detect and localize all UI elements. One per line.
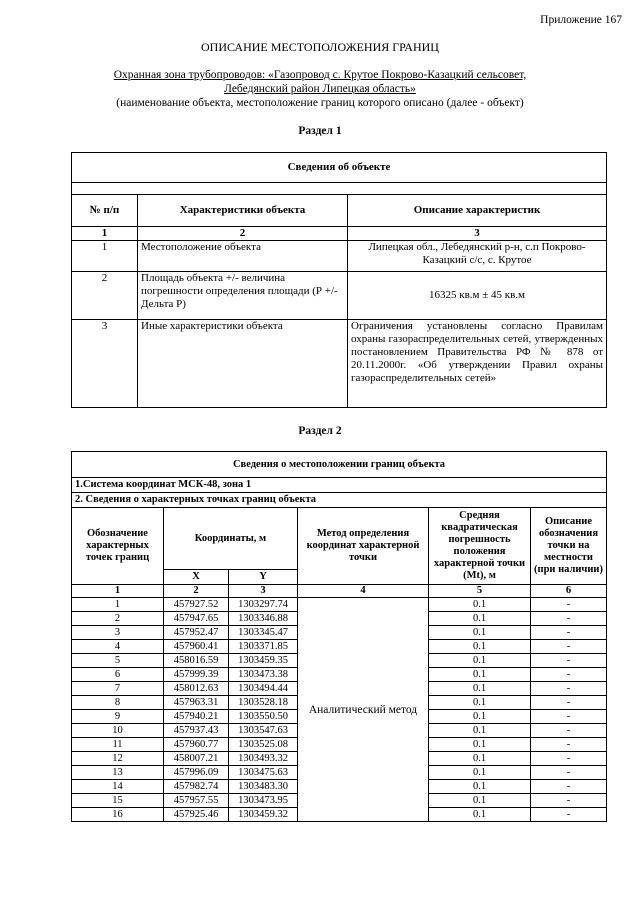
point-x: 457937.43 (164, 724, 229, 738)
point-description: - (531, 738, 607, 752)
point-y: 1303550.50 (229, 710, 298, 724)
col-number: 6 (531, 585, 607, 598)
row-characteristic: Площадь объекта +/- величина погрешности определения площади (Р +/- Дельта Р) (138, 272, 348, 320)
header-num: № п/п (72, 195, 138, 227)
point-x: 457999.39 (164, 668, 229, 682)
point-description: - (531, 724, 607, 738)
point-description: - (531, 682, 607, 696)
point-y: 1303525.08 (229, 738, 298, 752)
point-x: 458016.59 (164, 654, 229, 668)
point-number: 13 (72, 766, 164, 780)
point-x: 457952.47 (164, 626, 229, 640)
point-y: 1303297.74 (229, 598, 298, 612)
point-accuracy: 0.1 (429, 612, 531, 626)
object-name-line-1: Охранная зона трубопроводов: «Газопровод с. Крутое Покрово-Казацкий сельсовет, (113, 69, 527, 81)
point-y: 1303459.32 (229, 808, 298, 822)
boundary-table-title: Сведения о местоположении границ объекта (72, 452, 607, 478)
point-number: 10 (72, 724, 164, 738)
point-accuracy: 0.1 (429, 654, 531, 668)
table-row (72, 598, 607, 612)
point-y: 1303494.44 (229, 682, 298, 696)
point-x: 457982.74 (164, 780, 229, 794)
point-number: 2 (72, 612, 164, 626)
point-accuracy: 0.1 (429, 682, 531, 696)
point-accuracy: 0.1 (429, 626, 531, 640)
point-y: 1303493.32 (229, 752, 298, 766)
point-accuracy: 0.1 (429, 668, 531, 682)
col-number: 2 (138, 227, 348, 241)
header-description: Описание характеристик (348, 195, 607, 227)
point-number: 6 (72, 668, 164, 682)
point-description: - (531, 598, 607, 612)
point-description: - (531, 710, 607, 724)
header-coordinates: Координаты, м (164, 508, 298, 570)
header-point-description: Описание обозначения точки на местности (при наличии) (531, 508, 607, 585)
col-number: 1 (72, 585, 164, 598)
document-title: ОПИСАНИЕ МЕСТОПОЛОЖЕНИЯ ГРАНИЦ (201, 40, 439, 54)
point-number: 7 (72, 682, 164, 696)
section-2-label: Раздел 2 (298, 425, 342, 437)
point-y: 1303483.30 (229, 780, 298, 794)
row-num: 2 (72, 272, 138, 320)
point-x: 457927.52 (164, 598, 229, 612)
point-number: 1 (72, 598, 164, 612)
point-accuracy: 0.1 (429, 710, 531, 724)
point-description: - (531, 612, 607, 626)
coordinate-system-row: 1.Система координат МСК-48, зона 1 (72, 478, 607, 493)
point-x: 457960.41 (164, 640, 229, 654)
empty-row (72, 183, 607, 195)
method-cell: Аналитический метод (298, 598, 429, 822)
point-y: 1303473.38 (229, 668, 298, 682)
point-x: 458007.21 (164, 752, 229, 766)
point-number: 12 (72, 752, 164, 766)
row-num: 3 (72, 320, 138, 408)
object-info-table (71, 152, 607, 408)
point-description: - (531, 794, 607, 808)
row-characteristic: Иные характеристики объекта (138, 320, 348, 408)
boundary-points-table (71, 451, 607, 822)
col-number: 5 (429, 585, 531, 598)
point-number: 15 (72, 794, 164, 808)
point-description: - (531, 780, 607, 794)
object-name-line-2: Лебедянский район Липецкая область» (224, 83, 416, 95)
point-description: - (531, 752, 607, 766)
col-number: 2 (164, 585, 229, 598)
point-x: 457963.31 (164, 696, 229, 710)
points-info-row: 2. Сведения о характерных точках границ объекта (72, 493, 607, 508)
point-number: 14 (72, 780, 164, 794)
point-accuracy: 0.1 (429, 696, 531, 710)
point-x: 457925.46 (164, 808, 229, 822)
point-y: 1303459.35 (229, 654, 298, 668)
header-accuracy: Средняя квадратическая погрешность положения характерной точки (Mt), м (429, 508, 531, 585)
point-number: 8 (72, 696, 164, 710)
object-name-block (0, 68, 640, 110)
point-x: 457940.21 (164, 710, 229, 724)
point-description: - (531, 696, 607, 710)
point-accuracy: 0.1 (429, 598, 531, 612)
header-method: Метод определения координат характерной точки (298, 508, 429, 585)
point-description: - (531, 654, 607, 668)
point-accuracy: 0.1 (429, 808, 531, 822)
point-number: 16 (72, 808, 164, 822)
point-description: - (531, 766, 607, 780)
point-number: 4 (72, 640, 164, 654)
point-number: 11 (72, 738, 164, 752)
point-description: - (531, 808, 607, 822)
point-x: 457960.77 (164, 738, 229, 752)
point-x: 457947.65 (164, 612, 229, 626)
point-y: 1303473.95 (229, 794, 298, 808)
point-accuracy: 0.1 (429, 738, 531, 752)
point-accuracy: 0.1 (429, 780, 531, 794)
point-accuracy: 0.1 (429, 752, 531, 766)
point-description: - (531, 640, 607, 654)
point-number: 3 (72, 626, 164, 640)
col-number: 3 (348, 227, 607, 241)
col-number: 1 (72, 227, 138, 241)
header-point-designation: Обозначение характерных точек границ (72, 508, 164, 585)
appendix-label: Приложение 167 (540, 14, 622, 26)
header-y: Y (229, 570, 298, 585)
object-info-table-title: Сведения об объекте (72, 153, 607, 183)
point-x: 457996.09 (164, 766, 229, 780)
point-y: 1303345.47 (229, 626, 298, 640)
point-x: 458012.63 (164, 682, 229, 696)
point-x: 457957.55 (164, 794, 229, 808)
point-y: 1303371.85 (229, 640, 298, 654)
point-y: 1303475.63 (229, 766, 298, 780)
section-1-label: Раздел 1 (298, 125, 342, 137)
point-number: 9 (72, 710, 164, 724)
row-description: Ограничения установлены согласно Правилам охраны газораспределительных сетей, утвержденных постановлением Правительства РФ № 878 от 20.11.2000г. «Об утверждении Правил охраны газораспределительных сетей» (348, 320, 607, 408)
point-description: - (531, 626, 607, 640)
point-accuracy: 0.1 (429, 766, 531, 780)
col-number: 3 (229, 585, 298, 598)
point-accuracy: 0.1 (429, 794, 531, 808)
point-number: 5 (72, 654, 164, 668)
object-name-note: (наименование объекта, местоположение границ которого описано (далее - объект) (116, 97, 524, 109)
point-accuracy: 0.1 (429, 640, 531, 654)
header-x: X (164, 570, 229, 585)
row-description: Липецкая обл., Лебедянский р-н, с.п Покрово-Казацкий с/с, с. Крутое (348, 241, 607, 272)
row-num: 1 (72, 241, 138, 272)
row-description: 16325 кв.м ± 45 кв.м (348, 272, 607, 320)
row-characteristic: Местоположение объекта (138, 241, 348, 272)
col-number: 4 (298, 585, 429, 598)
point-y: 1303346.88 (229, 612, 298, 626)
point-description: - (531, 668, 607, 682)
point-accuracy: 0.1 (429, 724, 531, 738)
header-characteristic: Характеристики объекта (138, 195, 348, 227)
point-y: 1303528.18 (229, 696, 298, 710)
point-y: 1303547.63 (229, 724, 298, 738)
